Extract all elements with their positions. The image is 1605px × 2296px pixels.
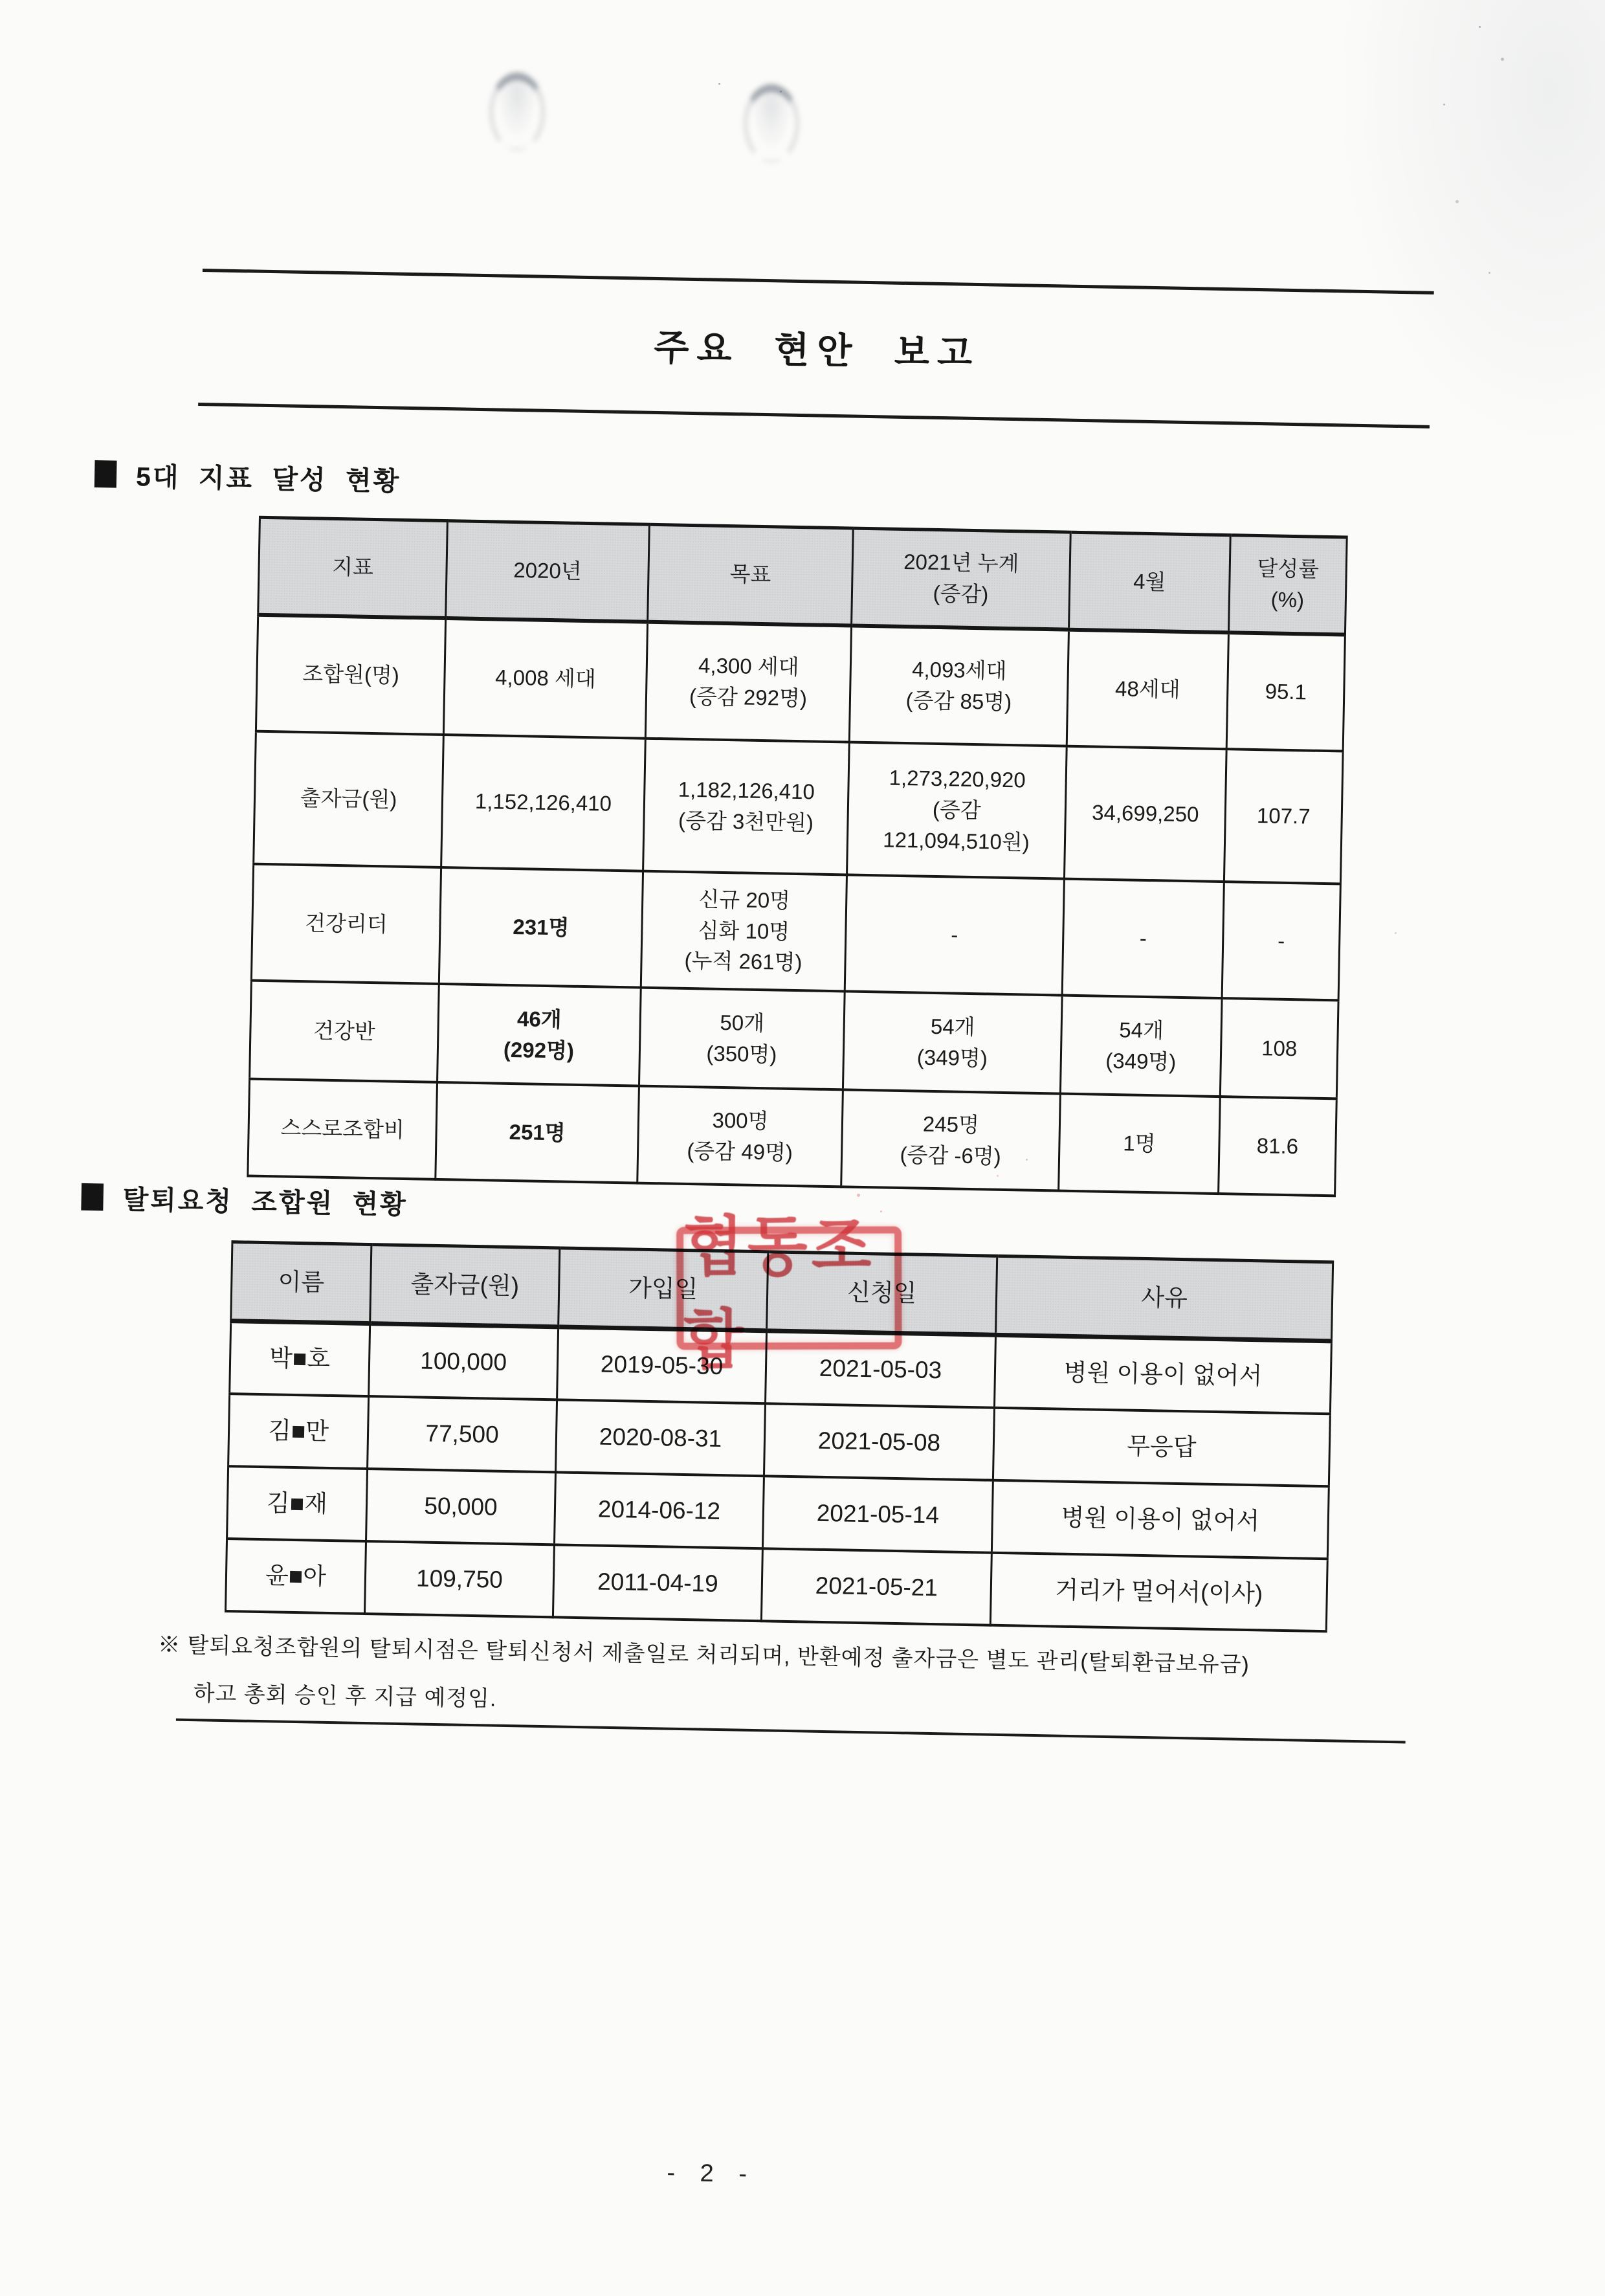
table-cell: 95.1	[1226, 632, 1345, 751]
table-cell: 무응답	[993, 1407, 1330, 1486]
footnote-line-1: ※ 탈퇴요청조합원의 탈퇴시점은 탈퇴신청서 제출일로 처리되며, 반환예정 출자금은 별도 관리(탈퇴환급보유금)	[157, 1633, 1250, 1678]
table-cell: 300명 (증감 49명)	[637, 1086, 843, 1187]
table-cell: 50,000	[366, 1469, 556, 1544]
column-header: 지표	[258, 517, 448, 618]
table-cell: 107.7	[1224, 749, 1343, 884]
square-bullet-icon	[81, 1183, 104, 1210]
table-cell: 2014-06-12	[554, 1472, 764, 1548]
table-cell: 109,750	[364, 1541, 554, 1617]
table-cell: 병원 이용이 없어서	[991, 1480, 1329, 1558]
column-header: 2020년	[446, 521, 650, 622]
title-rule-top	[203, 269, 1434, 295]
table-cell: -	[1062, 878, 1224, 998]
table-cell: 건강리더	[251, 864, 441, 983]
table-cell: 병원 이용이 없어서	[994, 1335, 1331, 1413]
column-header: 출자금(원)	[370, 1245, 560, 1327]
section-heading-text: 탈퇴요청 조합원 현황	[122, 1185, 408, 1220]
section-heading-text: 5대 지표 달성 현황	[135, 462, 401, 496]
table-cell: 77,500	[368, 1396, 557, 1472]
table-cell: 4,008 세대	[443, 618, 647, 739]
table-cell: 윤■아	[226, 1539, 366, 1614]
table-cell: 2019-05-30	[557, 1327, 767, 1403]
column-header: 이름	[231, 1242, 371, 1324]
section-heading-withdrawal	[81, 1177, 408, 1221]
table-cell: 34,699,250	[1064, 746, 1226, 881]
page-number: - 2 -	[667, 2159, 757, 2189]
page-title: 주요 현안 보고	[653, 326, 980, 374]
column-header: 가입일	[559, 1248, 768, 1331]
indicators-table	[247, 516, 1347, 1197]
table-cell: 50개 (350명)	[639, 987, 845, 1089]
table-cell: 건강반	[250, 980, 439, 1082]
stamp-text: 협동조합	[683, 1210, 876, 1377]
table-row	[254, 731, 1343, 884]
table-cell: -	[845, 875, 1064, 995]
table-cell: 2011-04-19	[553, 1544, 762, 1621]
section-heading-indicators	[94, 454, 401, 498]
table-cell: 4,300 세대 (증감 292명)	[645, 621, 851, 742]
table-cell: 2021-05-03	[766, 1331, 996, 1407]
table-cell: 245명 (증감 -6명)	[841, 1089, 1061, 1190]
column-header: 목표	[648, 524, 854, 625]
table-cell: -	[1222, 882, 1340, 1000]
column-header: 4월	[1069, 532, 1231, 632]
table-cell: 스스로조합비	[248, 1078, 437, 1179]
table-cell: 2021-05-21	[761, 1548, 991, 1625]
table-cell: 4,093세대 (증감 85명)	[849, 625, 1068, 746]
table-cell: 거리가 멀어서(이사)	[990, 1552, 1327, 1631]
title-rule-bottom	[198, 403, 1430, 429]
table-cell: 김■만	[228, 1394, 369, 1469]
table-cell: 신규 20명 심화 10명 (누적 261명)	[641, 871, 847, 991]
table-cell: 54개 (349명)	[843, 991, 1062, 1093]
table-cell: 1,182,126,410 (증감 3천만원)	[643, 738, 850, 875]
table-cell: 1명	[1059, 1093, 1221, 1194]
table-cell: 251명	[436, 1082, 639, 1183]
table-row	[248, 1078, 1336, 1196]
table-row	[250, 980, 1339, 1098]
table-row	[256, 614, 1345, 751]
square-bullet-icon	[94, 460, 117, 488]
table-row	[251, 864, 1340, 1000]
table-cell: 108	[1220, 998, 1338, 1098]
column-header: 사유	[996, 1256, 1333, 1341]
table-cell: 1,273,220,920 (증감 121,094,510원)	[847, 742, 1067, 878]
table-cell: 2020-08-31	[556, 1399, 766, 1476]
table-cell: 1,152,126,410	[441, 734, 646, 871]
footnote-line-2: 하고 총회 승인 후 지급 예정임.	[193, 1681, 497, 1711]
table-cell: 231명	[439, 867, 643, 987]
column-header: 2021년 누계 (증감)	[852, 528, 1071, 629]
table-cell: 81.6	[1219, 1097, 1337, 1196]
table-cell: 김■재	[227, 1466, 368, 1541]
column-header: 신청일	[767, 1252, 997, 1335]
indicators-table-body	[248, 614, 1345, 1196]
table-cell: 출자금(원)	[254, 731, 444, 867]
table-cell: 박■호	[230, 1321, 370, 1396]
table-cell: 조합원(명)	[256, 614, 445, 734]
table-cell: 46개 (292명)	[437, 983, 641, 1086]
table-cell: 2021-05-14	[762, 1476, 993, 1552]
table-cell: 2021-05-08	[764, 1403, 994, 1480]
table-cell: 48세대	[1067, 629, 1228, 748]
table-cell: 54개 (349명)	[1060, 995, 1222, 1097]
column-header: 달성률 (%)	[1228, 535, 1347, 634]
table-cell: 100,000	[369, 1324, 559, 1399]
